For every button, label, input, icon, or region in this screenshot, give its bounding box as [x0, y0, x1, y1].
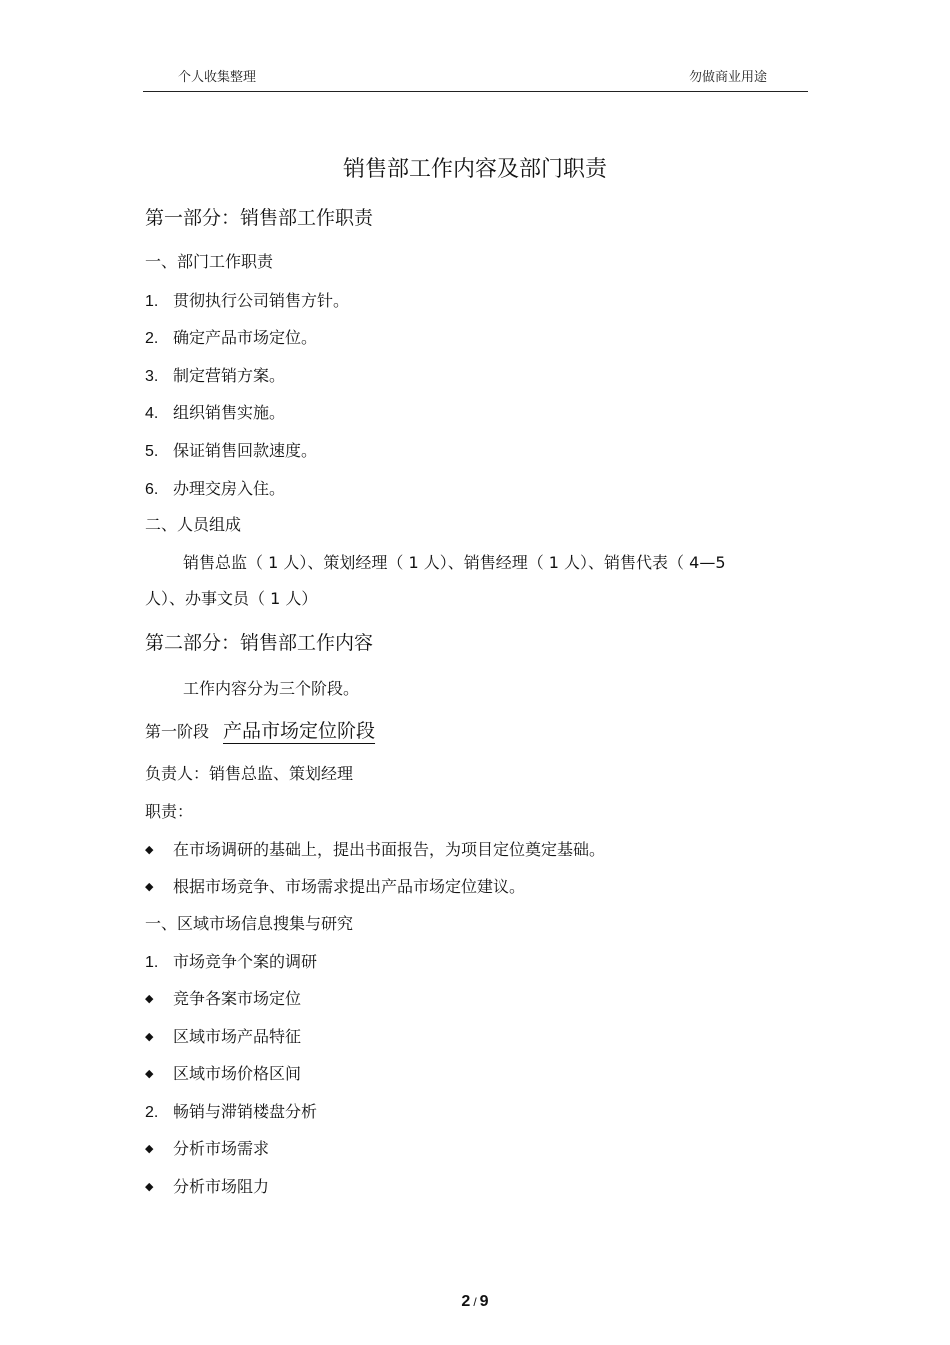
staff-line-2: 人）、办事文员（ 1 人）	[145, 589, 318, 608]
bullet-item	[145, 986, 301, 1009]
document-title: 销售部工作内容及部门职责	[342, 157, 607, 182]
stage1-heading	[145, 716, 385, 743]
header-left: 个人收集整理	[178, 70, 257, 85]
section2-heading: 二、人员组成	[145, 515, 242, 534]
item-text: 组织销售实施。	[173, 403, 286, 422]
header-rule	[143, 91, 808, 92]
item-number: 3.	[145, 368, 159, 385]
item-number: 2.	[145, 1104, 159, 1121]
list-item	[145, 949, 317, 972]
page-number	[0, 1293, 950, 1311]
list-item	[145, 288, 349, 311]
bullet-item	[145, 1024, 301, 1047]
diamond-icon: ◆	[145, 1180, 154, 1193]
list-item	[145, 363, 285, 386]
item-number: 2.	[145, 330, 159, 347]
item-text: 市场竞争个案的调研	[173, 952, 318, 971]
list-item	[145, 438, 317, 461]
stage-owner: 负责人：销售总监、策划经理	[145, 764, 354, 783]
header-right: 勿做商业用途	[689, 70, 768, 85]
stage-title: 产品市场定位阶段	[223, 720, 376, 742]
part1-heading: 第一部分：销售部工作职责	[145, 207, 374, 229]
bullet-item	[145, 874, 525, 897]
list-item	[145, 400, 285, 423]
staff-line-1: 销售总监（ 1 人）、策划经理（ 1 人）、销售经理（ 1 人）、销售代表（ 4—5	[183, 553, 726, 572]
bullet-item	[145, 1136, 269, 1159]
bullet-item	[145, 1061, 301, 1084]
item-text: 贯彻执行公司销售方针。	[173, 291, 350, 310]
stage-section-heading: 一、区域市场信息搜集与研究	[145, 914, 354, 933]
part2-intro: 工作内容分为三个阶段。	[183, 679, 360, 698]
list-item	[145, 325, 317, 348]
item-number: 5.	[145, 443, 159, 460]
bullet-text: 分析市场阻力	[173, 1177, 270, 1196]
item-number: 4.	[145, 405, 159, 422]
item-text: 办理交房入住。	[173, 479, 286, 498]
part2-heading: 第二部分：销售部工作内容	[145, 632, 374, 654]
list-item	[145, 1099, 317, 1122]
item-text: 制定营销方案。	[173, 366, 286, 385]
item-number: 6.	[145, 481, 159, 498]
page-separator: /	[473, 1295, 477, 1309]
item-number: 1.	[145, 293, 159, 310]
diamond-icon: ◆	[145, 1067, 154, 1080]
bullet-text: 根据市场竞争、市场需求提出产品市场定位建议。	[173, 877, 526, 896]
bullet-text: 竞争各案市场定位	[173, 989, 302, 1008]
total-pages: 9	[479, 1293, 489, 1310]
bullet-item	[145, 1174, 269, 1197]
diamond-icon: ◆	[145, 880, 154, 893]
item-text: 保证销售回款速度。	[173, 441, 318, 460]
bullet-text: 在市场调研的基础上，提出书面报告，为项目定位奠定基础。	[173, 840, 606, 859]
diamond-icon: ◆	[145, 843, 154, 856]
bullet-text: 区域市场价格区间	[173, 1064, 302, 1083]
diamond-icon: ◆	[145, 992, 154, 1005]
duties-label: 职责：	[145, 802, 194, 821]
diamond-icon: ◆	[145, 1142, 154, 1155]
bullet-item	[145, 837, 605, 860]
bullet-text: 区域市场产品特征	[173, 1027, 302, 1046]
diamond-icon: ◆	[145, 1030, 154, 1043]
item-text: 确定产品市场定位。	[173, 328, 318, 347]
bullet-text: 分析市场需求	[173, 1139, 270, 1158]
stage-label: 第一阶段	[145, 722, 210, 741]
item-number: 1.	[145, 954, 159, 971]
section1-heading: 一、部门工作职责	[145, 252, 274, 271]
current-page: 2	[461, 1293, 471, 1310]
list-item	[145, 476, 285, 499]
item-text: 畅销与滞销楼盘分析	[173, 1102, 318, 1121]
